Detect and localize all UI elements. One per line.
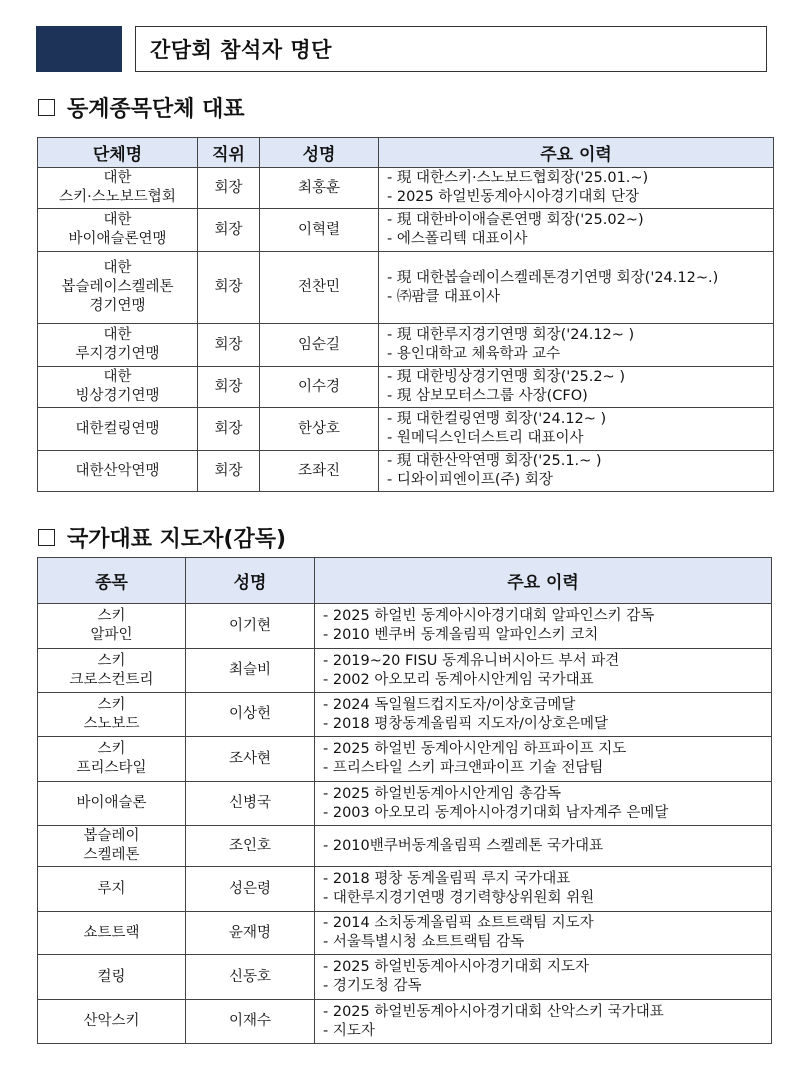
column-header: 성명 [260,138,379,168]
event-cell [38,826,186,867]
text-line: 대한 [103,327,132,343]
federation-representatives-table [37,137,774,492]
text-line: - 원메딕스인더스트리 대표이사 [387,429,773,448]
coach-name-cell: 조인호 [186,826,315,867]
text-line: 바이애슬론연맹 [68,231,167,247]
org-name-cell [38,209,198,252]
position-cell: 회장 [198,367,260,408]
text-line: 봅슬레이스켈레톤 [61,279,174,295]
section-heading-coaches [38,522,286,553]
table-row [38,408,774,451]
page-title: 간담회 참석자 명단 [135,26,767,72]
text-line: 스켈레톤 [83,847,140,863]
org-name-cell [38,168,198,209]
text-line: - 2025 하얼빈동계아시아경기대회 산악스키 국가대표 [323,1003,771,1022]
coach-name-cell: 성은령 [186,867,315,912]
text-line: - 現 대한빙상경기연맹 회장('25.2~ ) [387,368,773,387]
text-line: - 용인대학교 체육학과 교수 [387,345,773,364]
column-header: 주요 이력 [379,138,774,168]
history-cell [315,604,772,649]
text-line: 스노보드 [83,715,140,732]
coach-name-cell: 신병국 [186,782,315,826]
table-row [38,1000,772,1044]
table-header-row [38,138,774,168]
history-cell [379,168,774,209]
text-line: - 2002 아오모리 동계아시안게임 국가대표 [323,671,771,690]
text-line: - 2010밴쿠버동계올림픽 스켈레톤 국가대표 [323,837,771,856]
position-cell: 회장 [198,209,260,252]
text-line: 프리스타일 [76,760,147,776]
text-line: - 2025 하얼빈동계아시아경기대회 지도자 [323,958,771,977]
table-row [38,451,774,492]
table-row [38,912,772,955]
column-header: 성명 [186,558,315,604]
text-line: - 2025 하얼빈 동계아시아경기대회 알파인스키 감독 [323,607,771,626]
text-line: 루지 [97,880,126,897]
history-cell [379,252,774,324]
org-name-cell [38,451,198,492]
history-cell [379,209,774,252]
text-line: 스키 [97,652,126,669]
text-line: 스키·스노보드협회 [59,189,176,205]
text-line: - 프리스타일 스키 파크앤파이프 기술 전담팀 [323,759,771,778]
text-line: 대한산악연맹 [75,462,160,479]
title-accent-block [36,26,122,72]
section-heading-text: 동계종목단체 대표 [67,97,245,122]
section-heading-federations [38,92,245,123]
text-line: - 2018 평창동계올림픽 지도자/이상호은메달 [323,715,771,734]
position-cell: 회장 [198,252,260,324]
event-cell [38,649,186,693]
coach-name-cell: 윤재명 [186,912,315,955]
text-line: - ㈜팜클 대표이사 [387,288,773,307]
person-name-cell: 이수경 [260,367,379,408]
text-line: 크로스컨트리 [69,671,154,688]
person-name-cell: 임순길 [260,324,379,367]
history-cell [315,955,772,1000]
text-line: - 지도자 [323,1022,771,1041]
text-line: - 대한루지경기연맹 경기력향상위원회 위원 [323,889,771,908]
event-cell [38,867,186,912]
text-line: 봅슬레이 [83,828,140,844]
position-cell: 회장 [198,168,260,209]
table-row [38,168,774,209]
history-cell [315,693,772,737]
history-cell [315,1000,772,1044]
text-line: - 2025 하얼빈동계아시아경기대회 단장 [387,188,773,207]
text-line: 루지경기연맹 [75,346,160,362]
text-line: - 2025 하얼빈동계아시안게임 총감독 [323,785,771,804]
text-line: - 2018 평창 동계올림픽 루지 국가대표 [323,870,771,889]
table-row [38,782,772,826]
org-name-cell [38,252,198,324]
national-coaches-table [37,557,772,1044]
text-line: 스키 [97,696,126,713]
history-cell [379,324,774,367]
position-cell: 회장 [198,324,260,367]
coach-name-cell: 신동호 [186,955,315,1000]
table-row [38,737,772,782]
text-line: 쇼트트랙 [83,924,140,941]
event-cell [38,955,186,1000]
coach-name-cell: 조사현 [186,737,315,782]
event-cell [38,782,186,826]
text-line: 알파인 [90,627,133,643]
text-line: - 現 대한루지경기연맹 회장('24.12~ ) [387,326,773,345]
text-line: - 現 대한봅슬레이스켈레톤경기연맹 회장('24.12~.) [387,269,773,288]
history-cell [315,782,772,826]
checkbox-square-icon [38,99,55,116]
coach-name-cell: 이상헌 [186,693,315,737]
title-row [36,26,767,72]
text-line: - 2019~20 FISU 동계유니버시아드 부서 파견 [323,652,771,671]
text-line: 스키 [97,608,126,624]
table-row [38,955,772,1000]
text-line: 경기연맹 [89,298,146,314]
text-line: - 서울특별시청 쇼트트랙팀 감독 [323,933,771,952]
table-row [38,693,772,737]
text-line: - 에스폴리텍 대표이사 [387,230,773,249]
history-cell [315,912,772,955]
coach-name-cell: 이기현 [186,604,315,649]
person-name-cell: 조좌진 [260,451,379,492]
table-row [38,826,772,867]
position-cell: 회장 [198,451,260,492]
section-heading-text: 국가대표 지도자(감독) [67,527,287,552]
table-row [38,367,774,408]
text-line: - 現 대한컬링연맹 회장('24.12~ ) [387,410,773,429]
history-cell [379,451,774,492]
text-line: - 2025 하얼빈 동계아시안게임 하프파이프 지도 [323,740,771,759]
person-name-cell: 한상호 [260,408,379,451]
text-line: 빙상경기연맹 [75,388,160,404]
event-cell [38,693,186,737]
text-line: 대한컬링연맹 [75,420,160,437]
text-line: - 디와이피엔이프(주) 회장 [387,471,773,490]
text-line: - 경기도청 감독 [323,977,771,996]
text-line: 대한 [103,170,132,186]
table-row [38,867,772,912]
checkbox-square-icon [38,529,55,546]
org-name-cell [38,408,198,451]
column-header: 단체명 [38,138,198,168]
text-line: - 現 삼보모터스그룹 사장(CFO) [387,387,773,406]
coach-name-cell: 이재수 [186,1000,315,1044]
coach-name-cell: 최슬비 [186,649,315,693]
person-name-cell: 전찬민 [260,252,379,324]
event-cell [38,737,186,782]
table-row [38,649,772,693]
event-cell [38,604,186,649]
text-line: 대한 [103,212,132,228]
table-header-row [38,558,772,604]
table-row [38,252,774,324]
history-cell [379,408,774,451]
text-line: 대한 [103,369,132,385]
text-line: - 現 대한산악연맹 회장('25.1.~ ) [387,452,773,471]
text-line: - 2024 독일월드컵지도자/이상호금메달 [323,696,771,715]
text-line: - 現 대한스키·스노보드협회장('25.01.~) [387,169,773,188]
text-line: - 2010 벤쿠버 동계올림픽 알파인스키 코치 [323,626,771,645]
column-header: 직위 [198,138,260,168]
text-line: 스키 [97,741,126,757]
text-line: - 現 대한바이애슬론연맹 회장('25.02~) [387,211,773,230]
org-name-cell [38,367,198,408]
history-cell [379,367,774,408]
table-row [38,324,774,367]
position-cell: 회장 [198,408,260,451]
table-row [38,209,774,252]
org-name-cell [38,324,198,367]
history-cell [315,867,772,912]
column-header: 주요 이력 [315,558,772,604]
column-header: 종목 [38,558,186,604]
event-cell [38,912,186,955]
history-cell [315,737,772,782]
person-name-cell: 최홍훈 [260,168,379,209]
text-line: 바이애슬론 [76,795,147,811]
text-line: - 2003 아오모리 동계아시아경기대회 남자계주 은메달 [323,804,771,823]
event-cell [38,1000,186,1044]
person-name-cell: 이혁렬 [260,209,379,252]
history-cell [315,826,772,867]
text-line: 산악스키 [83,1013,140,1029]
text-line: 컬링 [97,968,126,985]
text-line: - 2014 소치동계올림픽 쇼트트랙팀 지도자 [323,914,771,933]
text-line: 대한 [103,260,132,276]
history-cell [315,649,772,693]
table-row [38,604,772,649]
